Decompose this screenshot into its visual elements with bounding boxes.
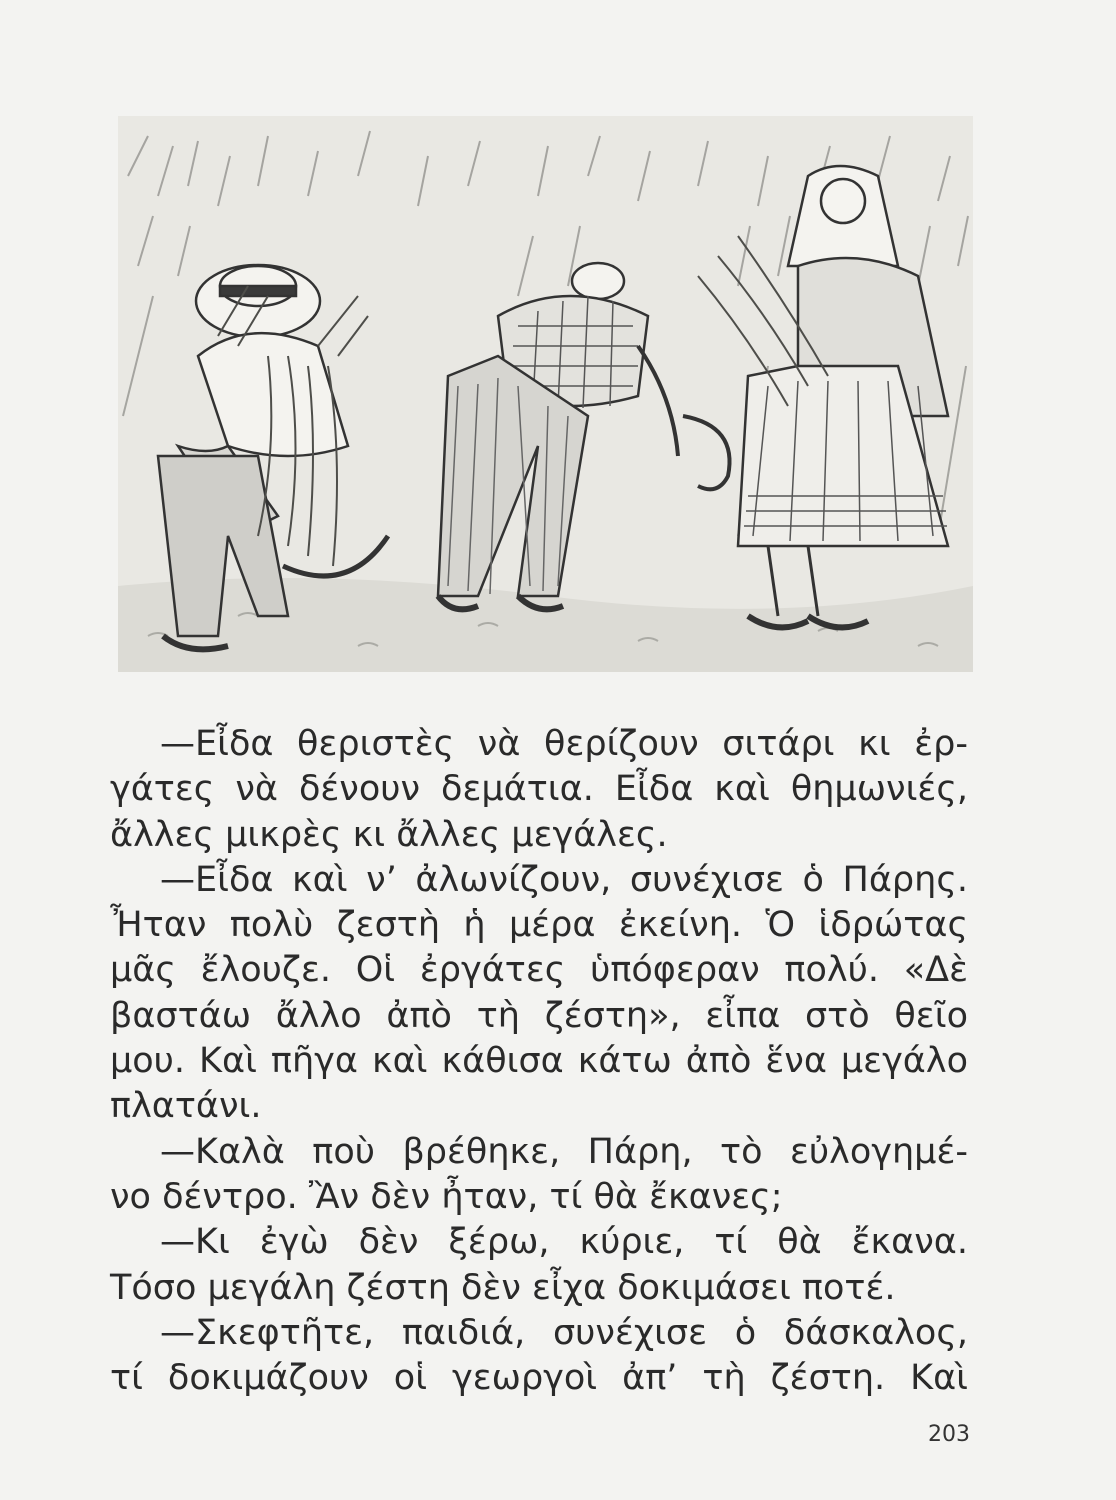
paragraph (110, 1220, 968, 1311)
text-line: —Εἶδα θεριστὲς νὰ θερίζουν σιτάρι κι ἐρ- (160, 724, 968, 764)
text-line: Ἦταν πολὺ ζεστὴ ἡ μέρα ἐκείνη. Ὁ ἱδρώτας (110, 905, 968, 946)
text-line: τί δοκιμάζουν οἱ γεωργοὶ ἀπ’ τὴ ζέστη. Καὶ (110, 1358, 968, 1399)
text-line: νο δέντρο. Ἂν δὲν ἦταν, τί θὰ ἔκανες; (110, 1176, 783, 1217)
paragraph (110, 858, 968, 1130)
harvest-scene-illustration (118, 116, 973, 672)
text-line: μου. Καὶ πῆγα καὶ κάθισα κάτω ἀπὸ ἕνα μεγάλο (110, 1041, 968, 1082)
page-number: 203 (928, 1422, 970, 1447)
text-line: —Σκεφτῆτε, παιδιά, συνέχισε ὁ δάσκαλος, (160, 1312, 968, 1353)
paragraph (110, 1311, 968, 1402)
paragraph (110, 722, 968, 858)
text-line: —Καλὰ ποὺ βρέθηκε, Πάρη, τὸ εὐλογημέ- (160, 1131, 968, 1172)
story-text (110, 722, 968, 1401)
text-line: —Εἶδα καὶ ν’ ἀλωνίζουν, συνέχισε ὁ Πάρης. (160, 859, 968, 900)
text-line: ἄλλες μικρὲς κι ἄλλες μεγάλες. (110, 814, 668, 855)
text-line: —Κι ἐγὼ δὲν ξέρω, κύριε, τί θὰ ἔκανα. (160, 1222, 968, 1263)
text-line: βαστάω ἄλλο ἀπὸ τὴ ζέστη», εἶπα στὸ θεῖο (110, 995, 968, 1036)
text-line: γάτες νὰ δένουν δεμάτια. Εἶδα καὶ θημωνιές, (110, 769, 968, 810)
text-line: μᾶς ἔλουζε. Οἱ ἐργάτες ὑπόφεραν πολύ. «Δὲ (110, 950, 968, 991)
text-line: πλατάνι. (110, 1086, 262, 1127)
harvest-illustration (118, 116, 973, 672)
text-line: Τόσο μεγάλη ζέστη δὲν εἶχα δοκιμάσει ποτέ. (110, 1267, 896, 1308)
paragraph (110, 1130, 968, 1221)
